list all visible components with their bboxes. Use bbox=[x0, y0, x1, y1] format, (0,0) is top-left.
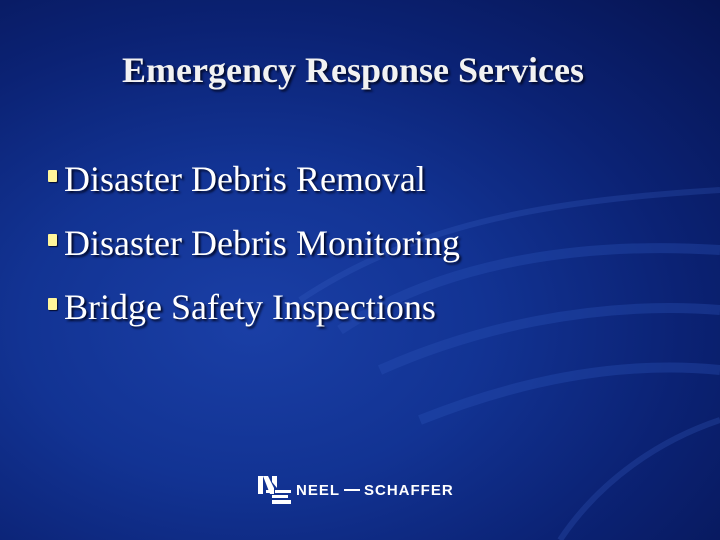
bullet-text: Disaster Debris Monitoring bbox=[64, 223, 460, 263]
bullet-square-icon bbox=[48, 298, 57, 310]
bullet-square-icon bbox=[48, 234, 57, 246]
bullet-text: Disaster Debris Removal bbox=[64, 159, 426, 199]
slide-title: Emergency Response Services bbox=[122, 50, 584, 90]
bullet-item bbox=[48, 155, 688, 219]
bullet-item bbox=[48, 219, 688, 283]
neel-schaffer-logo-icon bbox=[256, 472, 292, 506]
bullet-list bbox=[48, 155, 688, 347]
bullet-item bbox=[48, 283, 688, 347]
logo-dash bbox=[344, 489, 360, 491]
logo-name-right: SCHAFFER bbox=[364, 481, 454, 499]
logo-wordmark bbox=[296, 482, 454, 499]
bullet-square-icon bbox=[48, 170, 57, 182]
logo-name-left: NEEL bbox=[296, 481, 341, 499]
bullet-text: Bridge Safety Inspections bbox=[64, 287, 436, 327]
company-logo bbox=[256, 472, 454, 506]
